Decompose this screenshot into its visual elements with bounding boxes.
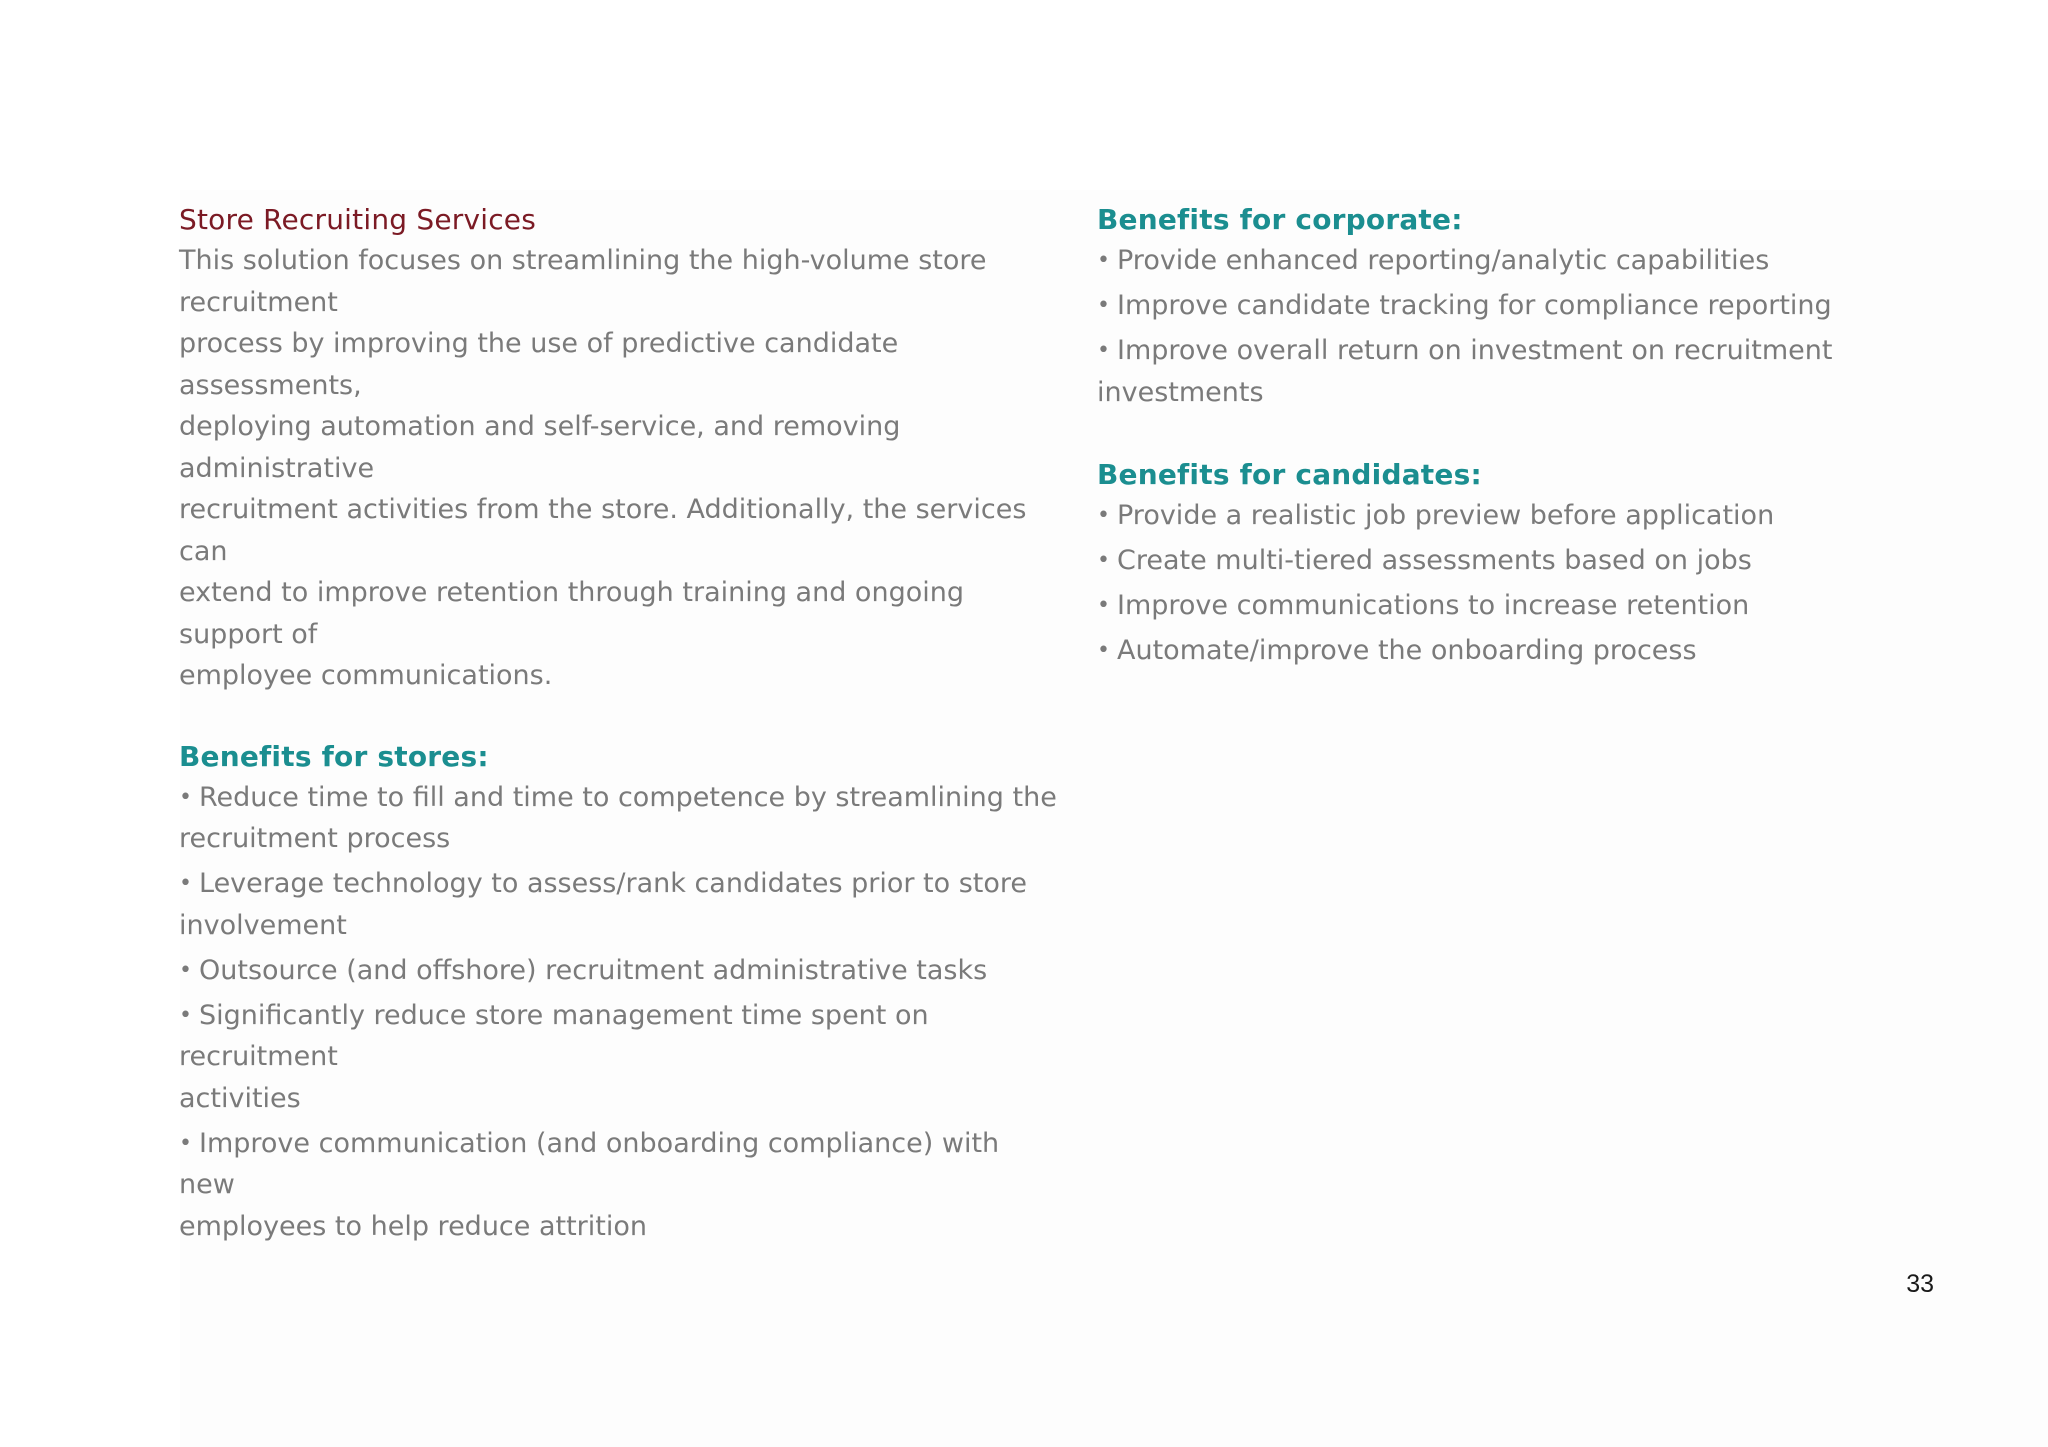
list-item-text: recruitment process <box>179 823 451 854</box>
list-item <box>1097 285 1997 327</box>
list-item-text: activities <box>179 1082 301 1114</box>
bullet-icon: • <box>1097 338 1110 363</box>
intro-line: extend to improve retention through training and ongoing support of <box>179 577 964 650</box>
page-number: 33 <box>1906 1270 1934 1298</box>
bullet-icon: • <box>1097 502 1110 528</box>
bullet-icon: • <box>1097 248 1110 273</box>
list-item <box>179 995 1059 1120</box>
list-item <box>179 950 1059 992</box>
intro-line: recruitment activities from the store. Additionally, the services can <box>179 494 1027 567</box>
list-item <box>1097 330 1997 413</box>
list-item <box>1097 630 1997 672</box>
stores-benefits-heading: Benefits for stores: <box>179 739 489 773</box>
list-item-text: employees to help reduce attrition <box>179 1210 648 1242</box>
intro-paragraph <box>179 240 1059 697</box>
list-item-text: Improve communication (and onboarding compliance) with new <box>179 1127 1000 1200</box>
list-item-text: Significantly reduce store management time spent on recruitment <box>179 999 929 1072</box>
list-item-text: Provide a realistic job preview before application <box>1117 499 1775 531</box>
list-item-text: Leverage technology to assess/rank candidates prior to store <box>199 868 1028 899</box>
right-column <box>1097 200 1997 675</box>
candidates-benefits-list <box>1097 495 1997 672</box>
intro-line: This solution focuses on streamlining the high-volume store recruitment <box>179 245 987 318</box>
list-item-text: Reduce time to fill and time to competence by streamlining the <box>199 781 1057 813</box>
section-title: Store Recruiting Services <box>179 203 537 236</box>
intro-line: deploying automation and self-service, and removing administrative <box>179 411 901 484</box>
list-item <box>179 863 1059 946</box>
corporate-benefits-list <box>1097 240 1997 413</box>
bullet-icon: • <box>179 1002 192 1028</box>
bullet-icon: • <box>1097 637 1110 663</box>
list-item <box>179 777 1059 860</box>
bullet-icon: • <box>179 871 192 896</box>
list-item <box>1097 585 1997 627</box>
intro-line: process by improving the use of predictive candidate assessments, <box>179 328 899 401</box>
stores-benefits-list <box>179 777 1059 1248</box>
corporate-benefits-heading: Benefits for corporate: <box>1097 203 1463 236</box>
bullet-icon: • <box>179 784 192 810</box>
candidates-benefits-heading: Benefits for candidates: <box>1097 457 1482 491</box>
bullet-icon: • <box>1097 547 1110 573</box>
list-item-text: involvement <box>179 909 347 941</box>
list-item <box>1097 240 1997 282</box>
list-item-text: Outsource (and offshore) recruitment administrative tasks <box>199 954 988 986</box>
list-item-text: Create multi-tiered assessments based on jobs <box>1117 544 1752 576</box>
list-item-text: Improve overall return on investment on recruitment investments <box>1097 335 1833 408</box>
list-item <box>1097 495 1997 537</box>
intro-line: employee communications. <box>179 660 553 691</box>
list-item-text: Automate/improve the onboarding process <box>1117 634 1697 666</box>
bullet-icon: • <box>179 1130 192 1156</box>
bullet-icon: • <box>1097 592 1110 618</box>
left-column <box>179 200 1059 1251</box>
list-item-text: Improve communications to increase retention <box>1117 589 1750 621</box>
list-item-text: Improve candidate tracking for compliance reporting <box>1117 290 1832 321</box>
bullet-icon: • <box>1097 293 1110 318</box>
bullet-icon: • <box>179 957 192 983</box>
list-item <box>1097 540 1997 582</box>
list-item <box>179 1123 1059 1248</box>
list-item-text: Provide enhanced reporting/analytic capabilities <box>1117 245 1770 276</box>
